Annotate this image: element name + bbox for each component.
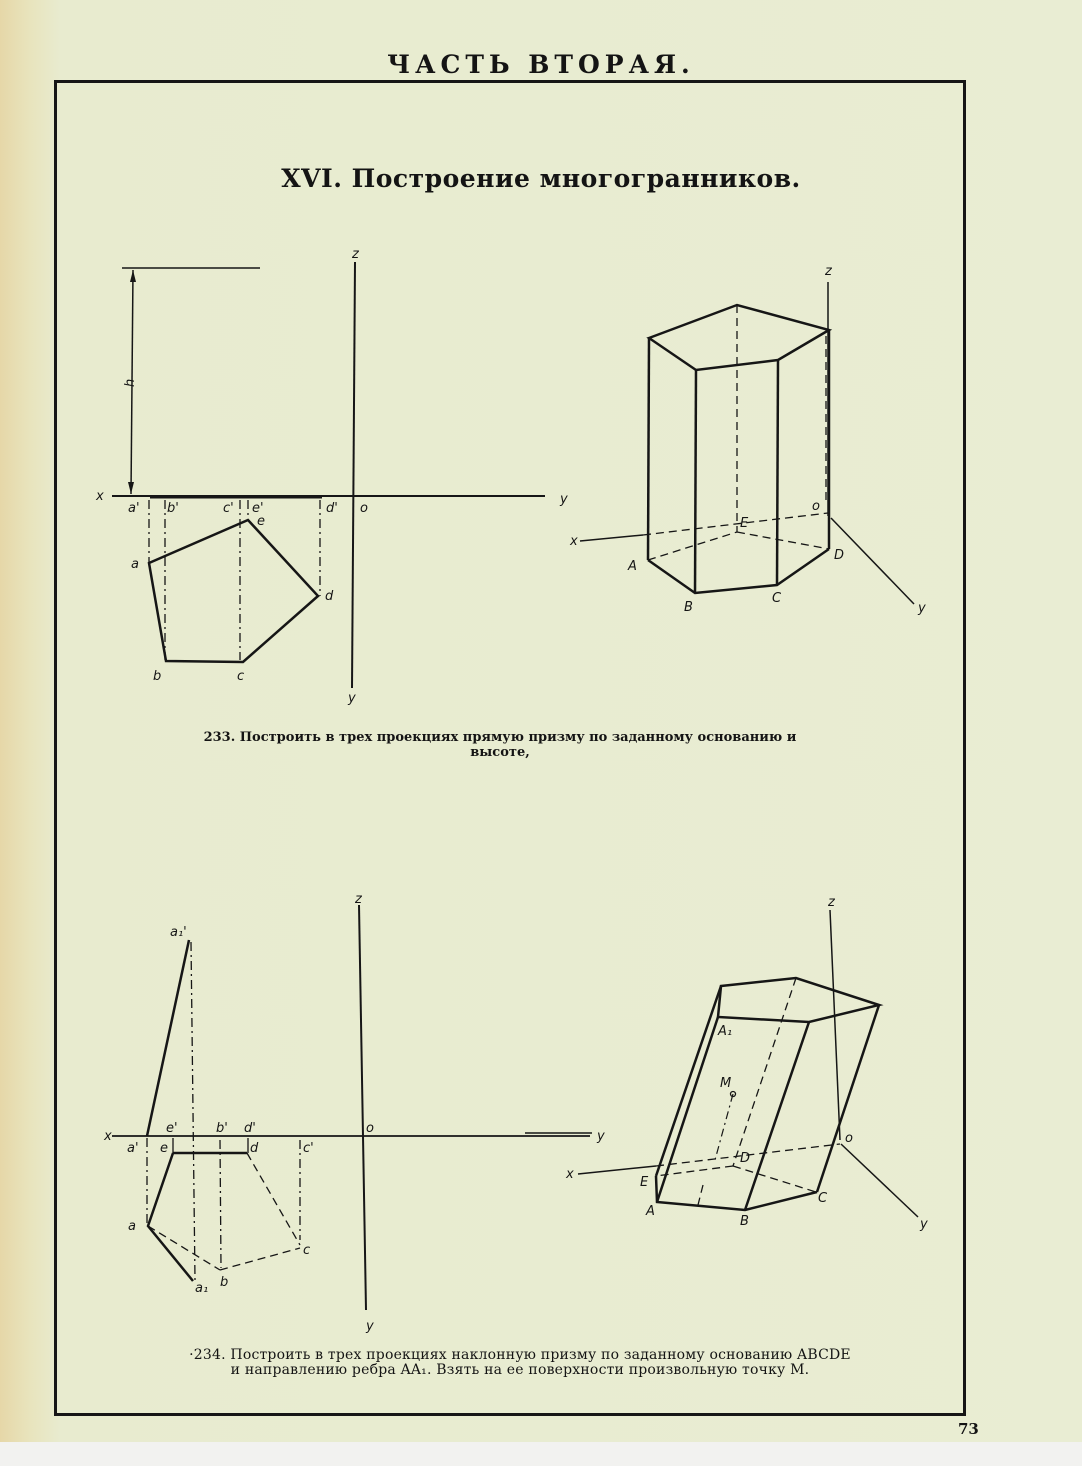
fig233-isometric [580, 282, 914, 604]
svg-text:a₁': a₁' [170, 925, 187, 940]
svg-text:a': a' [128, 501, 140, 516]
axis-x-label: x [96, 489, 104, 504]
svg-text:B: B [740, 1214, 749, 1229]
svg-text:y: y [597, 1129, 605, 1144]
fig234-caption-line1: ·234. Построить в трех проекциях наклонную призму по заданному основанию ABCDE [189, 1347, 851, 1363]
fig233-caption-line2: высоте, [470, 745, 530, 760]
svg-text:A₁: A₁ [718, 1024, 733, 1039]
svg-text:b': b' [167, 501, 179, 516]
svg-text:x: x [570, 534, 578, 549]
fig233-caption [120, 730, 880, 760]
svg-text:a: a [131, 557, 139, 572]
svg-text:a: a [128, 1219, 136, 1234]
fig233-caption-line1: 233. Построить в трех проекциях прямую призму по заданному основанию и [203, 730, 797, 745]
svg-text:c': c' [303, 1141, 314, 1156]
fig234-isometric [525, 910, 918, 1217]
svg-text:b: b [153, 669, 162, 684]
svg-text:o: o [366, 1121, 374, 1136]
svg-text:z: z [828, 895, 835, 910]
svg-text:c': c' [223, 501, 234, 516]
running-header: ЧАСТЬ ВТОРАЯ. [387, 50, 695, 79]
svg-text:D: D [834, 548, 845, 563]
svg-text:a₁: a₁ [195, 1281, 209, 1296]
svg-text:e': e' [166, 1121, 178, 1136]
fig234-caption [120, 1348, 920, 1378]
svg-text:e: e [257, 514, 265, 529]
svg-text:x: x [104, 1129, 112, 1144]
svg-text:C: C [772, 591, 782, 606]
svg-text:A: A [628, 559, 637, 574]
svg-text:d: d [250, 1141, 259, 1156]
svg-text:z: z [352, 247, 359, 262]
fig234-caption-line2: и направлению ребра AA₁. Взять на ее поверхности произвольную точку M. [230, 1362, 810, 1378]
svg-text:e': e' [252, 501, 264, 516]
svg-text:z: z [355, 892, 362, 907]
svg-text:y: y [560, 492, 568, 507]
svg-text:x: x [566, 1167, 574, 1182]
fig234-orthographic [112, 905, 590, 1310]
svg-text:y: y [920, 1217, 928, 1232]
svg-text:E: E [640, 1175, 649, 1190]
section-title: XVI. Построение многогранников. [281, 164, 801, 193]
page-number: 73 [958, 1420, 979, 1438]
svg-text:a': a' [127, 1141, 139, 1156]
svg-text:A: A [646, 1204, 655, 1219]
svg-text:o: o [845, 1131, 853, 1146]
svg-text:y: y [918, 601, 926, 616]
svg-text:E: E [740, 516, 749, 531]
svg-text:z: z [825, 264, 832, 279]
svg-text:h: h [123, 378, 138, 387]
svg-text:o: o [360, 501, 368, 516]
svg-text:e: e [160, 1141, 168, 1156]
svg-text:B: B [684, 600, 693, 615]
svg-text:D: D [740, 1151, 751, 1166]
svg-text:d: d [325, 589, 334, 604]
svg-text:M: M [720, 1076, 732, 1091]
svg-text:d': d' [326, 501, 338, 516]
svg-text:b': b' [216, 1121, 228, 1136]
svg-text:y: y [348, 691, 356, 706]
svg-text:c: c [237, 669, 245, 684]
fig233-orthographic [112, 262, 545, 688]
svg-text:d': d' [244, 1121, 256, 1136]
svg-text:b: b [220, 1275, 229, 1290]
svg-text:c: c [303, 1243, 311, 1258]
svg-text:C: C [818, 1191, 828, 1206]
svg-text:o: o [812, 499, 820, 514]
svg-text:y: y [366, 1319, 374, 1334]
